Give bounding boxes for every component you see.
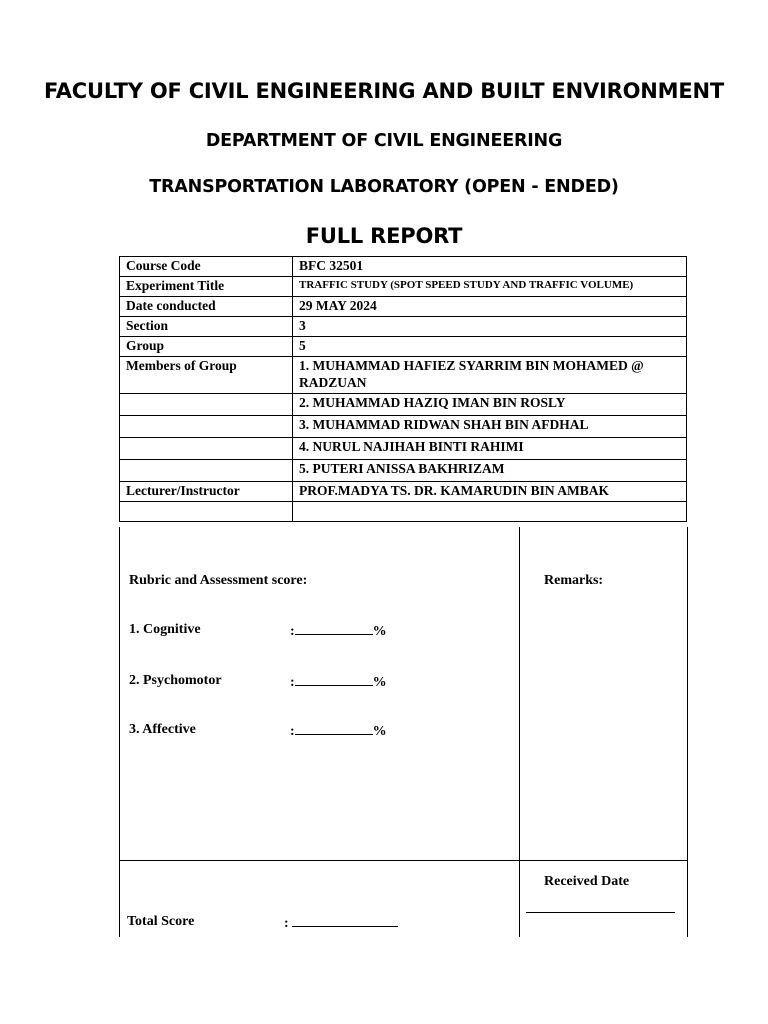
score-blank xyxy=(295,722,373,735)
divider xyxy=(120,860,687,861)
section-value: 3 xyxy=(293,317,687,337)
report-type: FULL REPORT xyxy=(305,224,463,248)
score-blank xyxy=(292,914,398,927)
members-label: Members of Group xyxy=(120,357,293,394)
empty-cell xyxy=(293,502,687,522)
experiment-title-label: Experiment Title xyxy=(120,277,293,297)
percent-unit: % xyxy=(372,624,387,639)
empty-cell xyxy=(120,502,293,522)
date-value: 29 MAY 2024 xyxy=(293,297,687,317)
assessment-box xyxy=(119,527,688,937)
table-row xyxy=(120,460,687,482)
department-title: DEPARTMENT OF CIVIL ENGINEERING xyxy=(205,131,563,151)
received-date-label: Received Date xyxy=(544,874,630,889)
received-date-line[interactable] xyxy=(526,912,675,913)
member-2: 2. MUHAMMAD HAZIQ IMAN BIN ROSLY xyxy=(293,394,687,416)
table-row xyxy=(120,337,687,357)
empty-cell xyxy=(120,416,293,438)
experiment-title-value: TRAFFIC STUDY (SPOT SPEED STUDY AND TRAFFIC VOLUME) xyxy=(293,277,687,297)
colon: : xyxy=(290,624,295,639)
member-4: 4. NURUL NAJIHAH BINTI RAHIMI xyxy=(293,438,687,460)
affective-label: 3. Affective xyxy=(129,722,196,737)
empty-cell xyxy=(120,394,293,416)
score-blank xyxy=(295,673,373,686)
rubric-label: Rubric and Assessment score: xyxy=(129,573,308,588)
colon: : xyxy=(290,724,295,739)
table-row xyxy=(120,416,687,438)
lecturer-label: Lecturer/Instructor xyxy=(120,482,293,502)
percent-unit: % xyxy=(372,675,387,690)
divider xyxy=(519,527,520,937)
section-label: Section xyxy=(120,317,293,337)
table-row xyxy=(120,438,687,460)
faculty-title: FACULTY OF CIVIL ENGINEERING AND BUILT ENVIRONMENT xyxy=(44,79,724,103)
member-1: 1. MUHAMMAD HAFIEZ SYARRIM BIN MOHAMED @ RADZUAN xyxy=(293,357,687,394)
table-row xyxy=(120,394,687,416)
table-row xyxy=(120,277,687,297)
table-row xyxy=(120,357,687,394)
table-row xyxy=(120,297,687,317)
course-code-value: BFC 32501 xyxy=(293,257,687,277)
score-blank xyxy=(295,622,373,635)
empty-cell xyxy=(120,438,293,460)
group-value: 5 xyxy=(293,337,687,357)
colon: : xyxy=(290,675,295,690)
table-row xyxy=(120,502,687,522)
member-5: 5. PUTERI ANISSA BAKHRIZAM xyxy=(293,460,687,482)
member-3: 3. MUHAMMAD RIDWAN SHAH BIN AFDHAL xyxy=(293,416,687,438)
colon: : xyxy=(284,916,289,931)
psychomotor-score-field[interactable] xyxy=(290,673,387,691)
total-score-field[interactable] xyxy=(284,914,398,932)
group-label: Group xyxy=(120,337,293,357)
psychomotor-label: 2. Psychomotor xyxy=(129,673,222,688)
affective-score-field[interactable] xyxy=(290,722,387,740)
remarks-label: Remarks: xyxy=(544,573,604,588)
course-code-label: Course Code xyxy=(120,257,293,277)
empty-cell xyxy=(120,460,293,482)
cognitive-score-field[interactable] xyxy=(290,622,387,640)
info-table xyxy=(119,256,687,522)
total-score-label: Total Score xyxy=(127,914,195,929)
table-row xyxy=(120,317,687,337)
table-row xyxy=(120,482,687,502)
table-row xyxy=(120,257,687,277)
date-label: Date conducted xyxy=(120,297,293,317)
lecturer-value: PROF.MADYA TS. DR. KAMARUDIN BIN AMBAK xyxy=(293,482,687,502)
cognitive-label: 1. Cognitive xyxy=(129,622,201,637)
percent-unit: % xyxy=(372,724,387,739)
laboratory-title: TRANSPORTATION LABORATORY (OPEN - ENDED) xyxy=(149,177,619,197)
